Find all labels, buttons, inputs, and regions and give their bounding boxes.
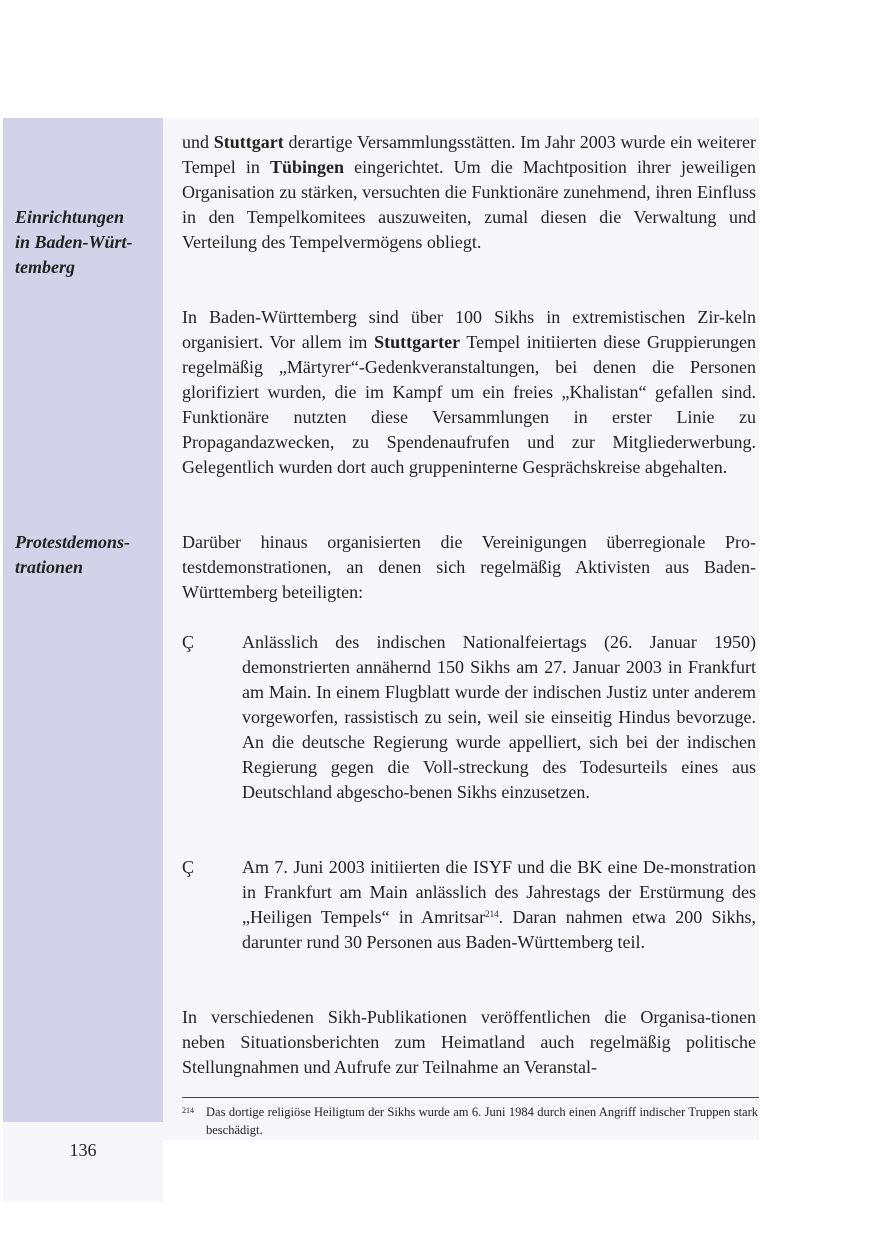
footnote bbox=[182, 1103, 758, 1139]
paragraph-text: In verschiedenen Sikh-Publikationen veröffentlichen die Organisa-tionen neben Situationsberichten zum Heimatland auch regelmäßig politische Stellungnahmen und Aufrufe zur Teilnahme an Veranstal- bbox=[182, 1007, 756, 1077]
footnote-divider bbox=[182, 1097, 759, 1098]
page-number: 136 bbox=[69, 1140, 97, 1160]
bullet-item-1 bbox=[182, 630, 756, 805]
bold-place-name: Stuttgart bbox=[213, 132, 284, 152]
footnote-text: Das dortige religiöse Heiligtum der Sikhs wurde am 6. Juni 1984 durch einen Angriff indischer Truppen stark beschädigt. bbox=[206, 1105, 758, 1137]
bullet-item-2 bbox=[182, 855, 756, 955]
marginal-heading-line: Protestdemons- bbox=[15, 532, 130, 552]
text-run: und bbox=[182, 132, 214, 152]
paragraph-3 bbox=[182, 530, 756, 605]
paragraph-text: Darüber hinaus organisierten die Vereinigungen überregionale Pro-testdemonstrationen, an denen sich regelmäßig Aktivisten aus Baden-Württemberg beteiligten: bbox=[182, 532, 756, 602]
bold-place-name: Stuttgarter bbox=[374, 332, 461, 352]
bullet-icon: Ç bbox=[182, 632, 195, 652]
paragraph-4 bbox=[182, 1005, 756, 1080]
text-run: . Daran nahmen etwa 200 Sikhs, darunter rund 30 Personen aus Baden-Württemberg teil. bbox=[242, 907, 756, 952]
paragraph-1 bbox=[182, 130, 756, 255]
marginal-heading-line: Einrichtungen bbox=[15, 207, 125, 227]
text-run: derartige Versammlungsstätten. Im Jahr 2003 wurde ein weiterer Tempel in bbox=[182, 132, 756, 177]
marginal-heading-protestdemonstrationen bbox=[15, 530, 160, 580]
main-text-panel bbox=[163, 118, 759, 1140]
marginal-heading-line: temberg bbox=[15, 257, 75, 277]
bullet-icon: Ç bbox=[182, 857, 195, 877]
text-run: Tempel initiierten diese Gruppierungen regelmäßig „Märtyrer“-Gedenkveranstaltungen, bei denen die Personen glorifiziert wurden, die im Kampf um ein freies „Khalistan“ gefallen sind. Funktionäre nutzten diese Versammlungen in erster Linie zu Propagandazwecken, zu Spendenaufrufen und zur Mitgliederwerbung. Gelegentlich wurden dort auch gruppeninterne Gesprächskreise abgehalten. bbox=[182, 332, 756, 477]
marginal-heading-line: in Baden-Würt- bbox=[15, 232, 133, 252]
bullet-text: Anlässlich des indischen Nationalfeiertags (26. Januar 1950) demonstrierten annähernd 150 Sikhs am 27. Januar 2003 in Frankfurt am Main. In einem Flugblatt wurde der indischen Justiz unter anderem vorgeworfen, rassistisch zu sein, weil sie einseitig Hindus bevorzuge. An die deutsche Regierung wurde appelliert, sich bei der indischen Regierung gegen die Voll-streckung des Todesurteils eines aus Deutschland abgescho-benen Sikhs einzusetzen. bbox=[242, 632, 756, 802]
footnote-reference: 214 bbox=[485, 909, 499, 919]
marginal-heading-einrichtungen bbox=[15, 205, 160, 280]
footnote-number: 214 bbox=[182, 1106, 194, 1115]
text-run: Am 7. Juni 2003 initiierten die ISYF und die BK eine De-monstration in Frankfurt am Main anlässlich des Jahrestags der Erstürmung des „Heiligen Tempels“ in Amritsar bbox=[242, 857, 756, 927]
paragraph-2 bbox=[182, 305, 756, 480]
bold-place-name: Tübingen bbox=[269, 157, 344, 177]
sidebar-footer-panel bbox=[3, 1122, 163, 1202]
bullet-text bbox=[242, 855, 756, 955]
marginal-heading-line: trationen bbox=[15, 557, 84, 577]
text-run: eingerichtet. Um die Machtposition ihrer jeweiligen Organisation zu stärken, versuchten die Funktionäre zunehmend, ihren Einfluss in den Tempelkomitees auszuweiten, zumal diesen die Verwaltung und Verteilung des Tempelvermögens obliegt. bbox=[182, 157, 756, 252]
text-run: In Baden-Württemberg sind über 100 Sikhs in extremistischen Zir-keln organisiert. Vor allem im bbox=[182, 307, 756, 352]
